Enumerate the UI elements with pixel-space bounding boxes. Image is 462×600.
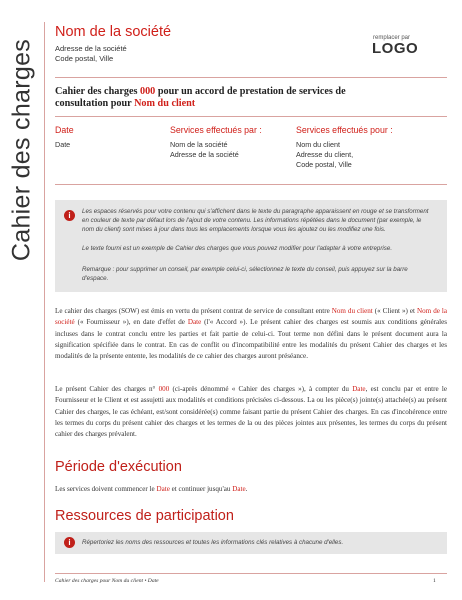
columns-divider [55,184,447,185]
tip-text: Le texte fourni est un exemple de Cahier des charges que vous pouvez modifier pour l'adapter à votre entreprise. [82,245,393,252]
number-placeholder: 000 [158,385,170,393]
tip-text: Remarque : pour supprimer un conseil, par exemple celui-ci, sélectionnez le texte du conseil, puis appuyez sur la barre d'espace. [82,266,408,283]
title-part: pour un accord de prestation de services de consultation pour [55,86,346,109]
terms-paragraph [55,384,447,440]
sidebar-title-text: Cahier des charges [7,38,36,262]
text-run: Le présent Cahier des charges n° [55,385,159,393]
provider-line: Nom de la société [170,140,228,149]
text-run: Le cahier des charges (SOW) est émis en vertu du présent contrat de service de consultant entre [55,307,332,315]
logo: LOGO [372,40,419,57]
resources-tip-box [55,532,447,554]
footer-divider [55,573,447,574]
tip-text: Répertoriez les noms des ressources et toutes les informations clés relatives à chacune d'elles. [82,539,344,546]
title-number: 000 [139,86,156,97]
text-run: , est conclu par et entre le Fournisseur et le Client et est assujetti aux modalités et conditions précisées ci-dessous. La ou les pièce(s) jointe(s) attachée(s) au présent Cahier des charges, le cas échéant, est/sont considérée(s) comme faisant partie du présent Cahier des charges. En cas d'incohérence entre les termes du corps du présent cahier des charges et les termes de la ou des pièces jointes aux présentes, les termes du corps du présent cahier des charges prévalent. [55,385,448,439]
header-divider [55,77,447,78]
section-title-resources: Ressources de participation [55,508,234,524]
client-line: Adresse du client, [296,150,354,159]
intro-paragraph [55,306,447,362]
logo-caption: remplacer par [373,35,411,41]
text-run: (« Client ») et [372,307,418,315]
date-placeholder: Date [187,318,202,327]
text-run: (ci-après dénommé « Cahier des charges »), à compter du [169,385,353,393]
section-title-execution: Période d'exécution [55,459,182,475]
company-city: Code postal, Ville [55,54,114,63]
tip-text: Les espaces réservés pour votre contenu qui s'affichent dans le texte du paragraphe apparaissent en rouge et se transforment en couleur de texte par défaut lors de l'ajout de votre contenu. Les informations répétées dans le document (par exemple, le nom du client) sont mises à jour dans tous les emplacements lorsque vous les ajoutez ou les modifiez une fois. [82,208,429,234]
text-run: et continuer jusqu'au [169,485,233,493]
text-run: (l'« Accord »). Le présent cahier des charges est soumis aux conditions générales incluses dans le contrat conclu entre les parties et fait partie de celui-ci. Tout terme non défini dans le présent document aura la signification spécifiée dans le contrat. En cas de conflit ou d'incompatibilité entre les modalités du présent Cahier des charges et les modalités de la présente entente, les modalités de ce cahier des charges auront préséance. [55,318,447,361]
client-line: Code postal, Ville [296,160,352,169]
text-run: (« Fournisseur »), en date d'effet de [74,318,188,327]
vertical-divider [44,22,45,582]
info-icon: i [64,537,75,548]
date-placeholder: Date [232,485,246,493]
date-placeholder: Date [352,385,366,393]
client-heading: Services effectués pour : [296,125,393,135]
title-divider [55,116,447,117]
date-value: Date [55,140,71,149]
tip-box [55,200,447,292]
title-part: Cahier des charges [55,86,140,97]
client-line: Nom du client [296,140,340,149]
date-placeholder: Date [156,485,170,493]
page-number: 1 [433,578,436,584]
company-address: Adresse de la société [55,44,127,53]
sidebar-title [2,20,42,280]
date-heading: Date [55,125,74,135]
info-icon: i [64,210,75,221]
provider-line: Adresse de la société [170,150,239,159]
text-run: . [245,485,248,493]
client-placeholder: Nom du client [331,307,373,315]
footer-text: Cahier des charges pour Nom du client • Date [55,578,159,584]
text-run: Les services doivent commencer le [55,485,157,493]
title-client: Nom du client [134,98,196,109]
company-placeholder: Nom de la société [55,307,447,327]
company-name: Nom de la société [55,24,172,40]
provider-heading: Services effectués par : [170,125,262,135]
document-title [55,86,375,110]
execution-paragraph [55,484,447,495]
